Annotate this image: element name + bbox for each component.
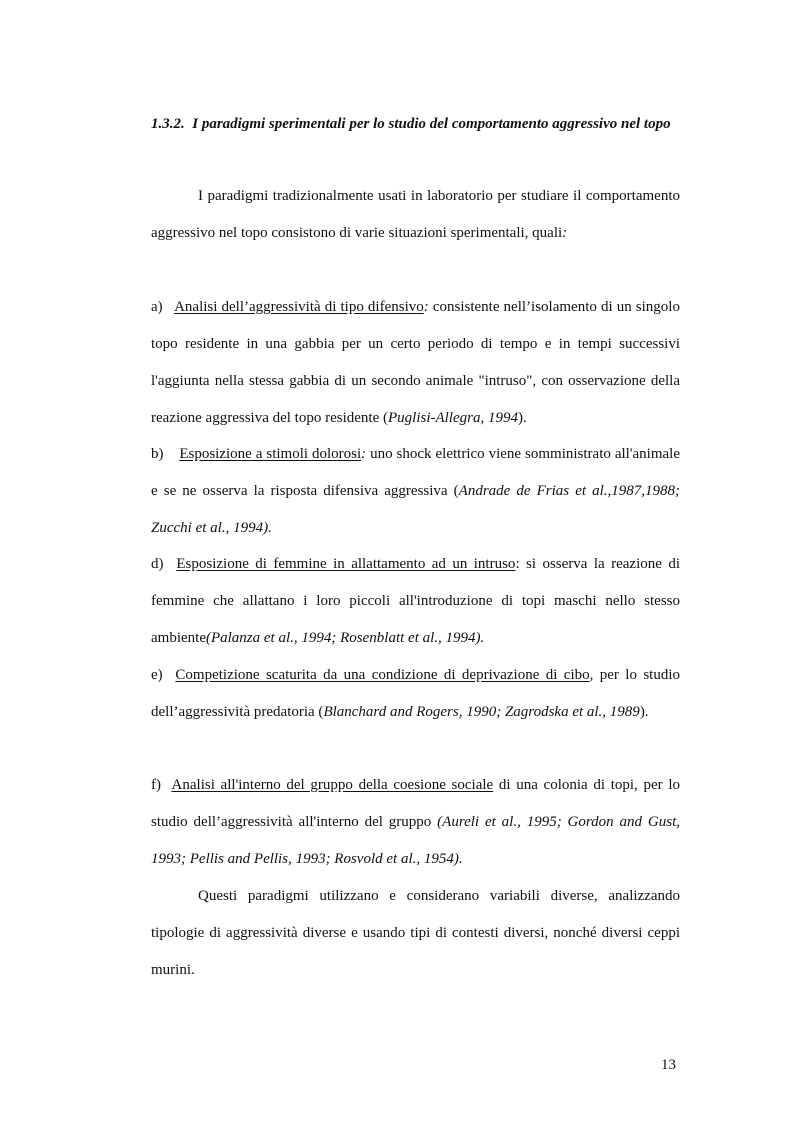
list-letter: a) xyxy=(151,299,163,315)
list-item-text: uno shock elettrico viene somministrato all'animale e se ne osserva la risposta difensiva aggressiva ( xyxy=(151,446,680,499)
page-number: 13 xyxy=(661,1057,676,1073)
list-item-f xyxy=(151,767,680,878)
closing-text: Questi paradigmi utilizzano e considerano variabili diverse, analizzando tipologie di aggressività diverse e usando tipi di contesti diversi, nonché diversi ceppi murini. xyxy=(151,888,680,978)
list-item-text: per lo studio dell’aggressività predatoria ( xyxy=(151,667,681,720)
list-item-title: Competizione scaturita da una condizione di deprivazione di cibo xyxy=(175,667,590,683)
list-item-sep: : xyxy=(515,556,520,572)
list-item-title: Analisi all'interno del gruppo della coesione sociale xyxy=(171,777,494,793)
list-item-sep: : xyxy=(361,446,367,462)
section-title: I paradigmi sperimentali per lo studio del comportamento aggressivo nel topo xyxy=(192,116,671,132)
list-item-end: ). xyxy=(639,703,649,720)
list-item-ref: (Aureli et al., 1995; Gordon and Gust, 1993; Pellis and Pellis, 1993; Rosvold et al., 1954). xyxy=(151,813,680,867)
list-letter: d) xyxy=(151,556,164,572)
list-letter: f) xyxy=(151,777,161,793)
list-item-sep: : xyxy=(423,299,429,315)
list-letter: b) xyxy=(151,446,164,462)
intro-paragraph xyxy=(151,178,680,252)
list-item-title: Esposizione a stimoli dolorosi xyxy=(179,446,362,462)
list-item-ref: Andrade de Frias et al.,1987,1988; Zucchi et al., 1994). xyxy=(151,482,681,536)
list-item-d xyxy=(151,546,680,657)
list-item-a xyxy=(151,289,680,437)
list-item-ref: Puglisi-Allegra, 1994 xyxy=(387,409,518,426)
intro-text: I paradigmi tradizionalmente usati in laboratorio per studiare il comportamento aggressivo nel topo consistono di varie situazioni sperimentali, quali xyxy=(151,188,680,241)
section-heading xyxy=(151,105,680,143)
list-item-sep: , xyxy=(589,667,594,683)
section-number: 1.3.2. xyxy=(151,116,185,132)
list-item-ref: (Palanza et al., 1994; Rosenblatt et al., 1994). xyxy=(205,629,485,646)
list-item-title: Esposizione di femmine in allattamento ad un intruso xyxy=(176,556,516,572)
list-item-b xyxy=(151,436,680,547)
list-item-e xyxy=(151,657,680,731)
list-item-end: ). xyxy=(517,409,527,426)
list-item-text: consistente nell’isolamento di un singolo topo residente in una gabbia per un certo periodo di tempo e in tempi successivi l'aggiunta nella stessa gabbia di un secondo animale "intruso", con osservazione della reazione aggressiva del topo residente ( xyxy=(151,299,680,426)
list-item-text: di una colonia di topi, per lo studio dell’aggressività all'interno del gruppo xyxy=(151,777,680,830)
list-item-title: Analisi dell’aggressività di tipo difensivo xyxy=(174,299,424,315)
list-item-text: si osserva la reazione di femmine che allattano i loro piccoli all'introduzione di topi maschi nello stesso ambiente xyxy=(151,556,681,646)
intro-colon: : xyxy=(562,224,568,241)
list-letter: e) xyxy=(151,667,163,683)
closing-paragraph xyxy=(151,878,680,989)
list-item-ref: Blanchard and Rogers, 1990; Zagrodska et al., 1989 xyxy=(323,703,640,720)
